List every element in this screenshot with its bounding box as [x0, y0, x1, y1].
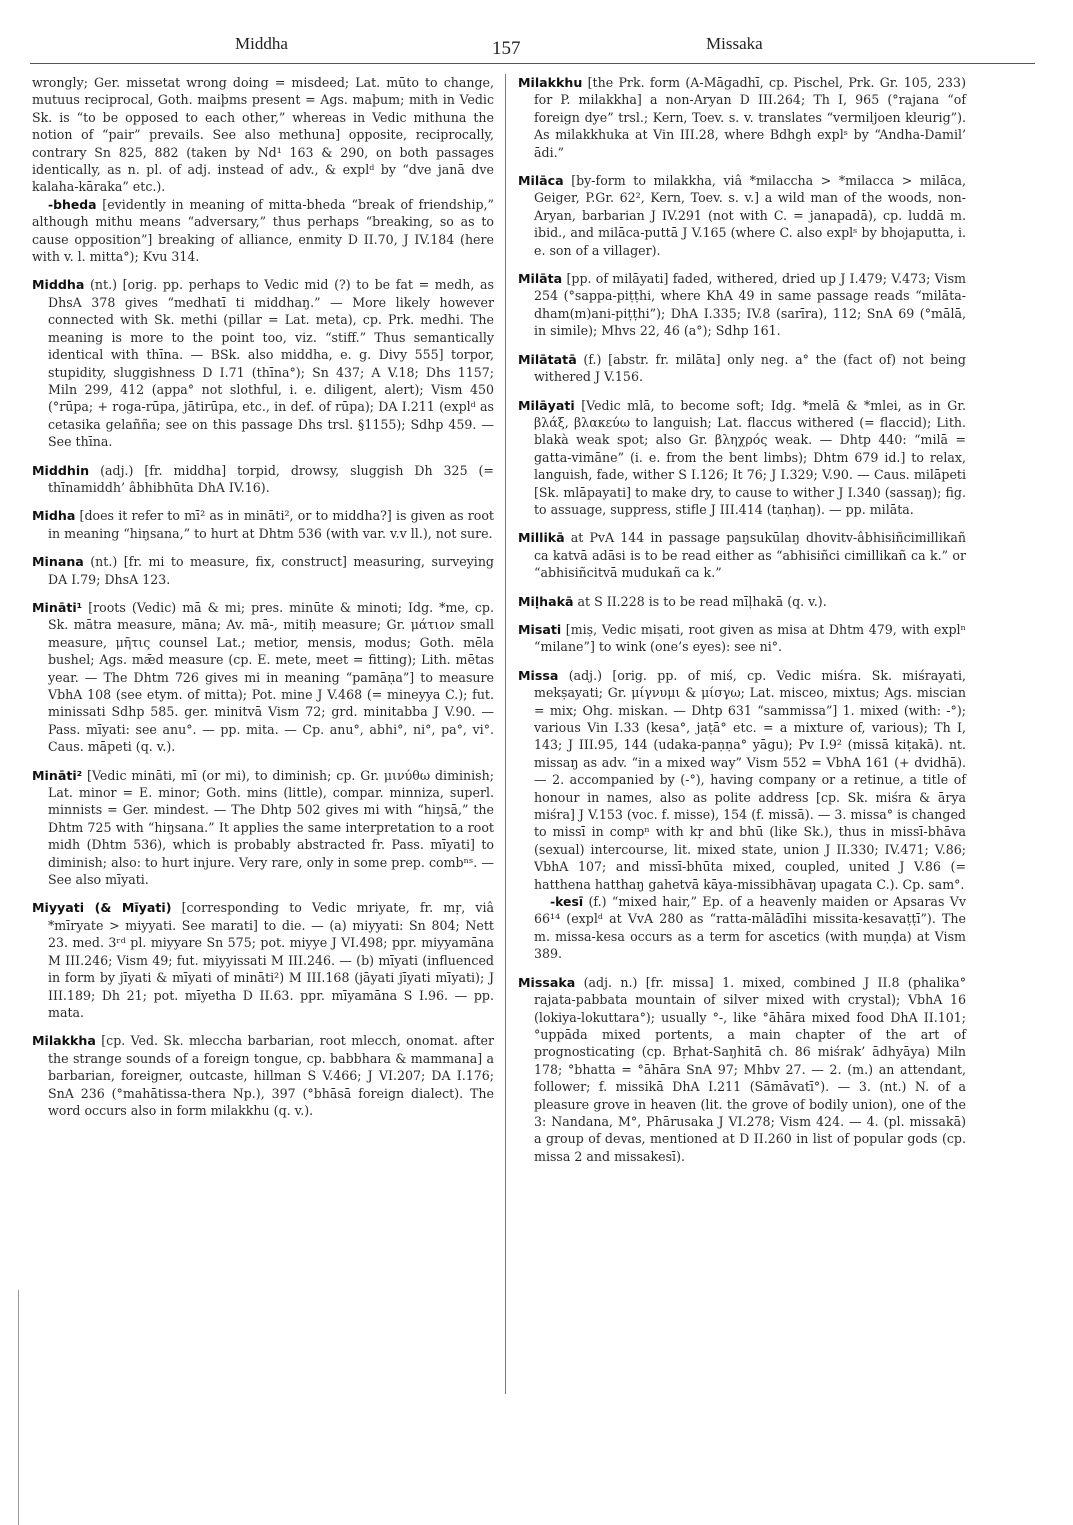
dictionary-entry — [32, 74, 494, 265]
entry-headword: Millikā — [518, 530, 565, 546]
dictionary-entry — [518, 74, 966, 161]
entry-headword: Milātatā — [518, 351, 577, 367]
entry-definition: [miṣ, Vedic miṣati, root given as misa at Dhtm 479, with explⁿ “milane”] to wink (one’s eyes): see ni°. — [534, 621, 966, 655]
entry-definition: at PvA 144 in passage paŋsukūlaŋ dhovitv-âbhisiñcimillikañ ca katvā adāsi is to be read either as “abhisiñci cimillikañ ca k.” or “abhisiñcitvā mudukañ ca k.” — [534, 530, 966, 581]
entry-headword: Milakkha — [32, 1033, 96, 1049]
entry-headword: Mināti¹ — [32, 599, 83, 615]
scan-edge-line — [18, 1290, 19, 1525]
sub-entry-headword: -bheda — [48, 196, 97, 212]
dictionary-entry — [32, 899, 494, 1021]
entry-definition: [cp. Ved. Sk. mleccha barbarian, root mlecch, onomat. after the strange sounds of a foreign tongue, cp. babbhara & mammana] a barbarian, foreigner, outcaste, hillman S V.466; J VI.207; DA I.176; SnA 236 (°mahātissa-thera Np.), 397 (°bhāsā foreign dialect). The word occurs also in form milakkhu (q. v.). — [48, 1033, 494, 1118]
dictionary-entry — [518, 529, 966, 581]
entry-headword: Milāyati — [518, 397, 575, 413]
sub-entry-definition: (f.) “mixed hair,” Ep. of a heavenly maiden or Apsaras Vv 66¹⁴ (explᵈ at VvA 280 as “ratta-mālādīhi missita-kesavaṭṭī”). The m. missa-kesa occurs as a term for ascetics (with muṇḍa) at Vism 389. — [534, 894, 966, 962]
entry-headword: Minana — [32, 554, 84, 570]
entry-definition: at S II.228 is to be read mīḷhakā (q. v.). — [577, 593, 827, 609]
dictionary-entry — [518, 351, 966, 386]
column-divider — [505, 74, 506, 1394]
entry-definition: (f.) [abstr. fr. milāta] only neg. a° the (fact of) not being withered J V.156. — [534, 351, 966, 385]
page-number: 157 — [492, 38, 521, 59]
sub-entry — [534, 893, 966, 963]
entry-headword: Midha — [32, 508, 76, 524]
page-header — [30, 28, 1030, 64]
entry-headword: Milāca — [518, 173, 564, 189]
dictionary-entry — [32, 1032, 494, 1119]
entry-definition: (nt.) [orig. pp. perhaps to Vedic mid (?) to be fat = medh, as DhsA 378 gives “medhatī ti middhaŋ.” — More likely however connected with Sk. methi (pillar = Lat. meta), cp. Prk. medhi. The meaning is more to the point too, viz. “stiff.” Thus semantically identical with thīna. — BSk. also middha, e. g. Divy 555] torpor, stupidity, sluggishness D I.71 (thīna°); Sn 437; A V.18; Dhs 1157; Miln 299, 412 (appa° not slothful, i. e. diligent, alert); Vism 450 (°rūpa; + roga-rūpa, jātirūpa, etc., in def. of rūpa); DA I.211 (explᵈ as cetasika gelañña; see on this passage Dhs trsl. §1155); Sdhp 459. — See thīna. — [48, 277, 494, 450]
entry-definition: [corresponding to Vedic mriyate, fr. mṛ, viâ *mīryate > miyyati. See marati] to die. — (a) miyyati: Sn 804; Nett 23. med. 3ʳᵈ pl. miyyare Sn 575; pot. miyye J VI.498; ppr. miyyamāna M III.246; Vism 49; fut. miyyissati M III.246. — (b) mīyati (influenced in form by jīyati & mīyati of mināti²) M III.168 (jāyati jīyati mīyati); J III.189; Dh 21; pot. mīyetha D II.63. ppr. mīyamāna S I.96. — pp. mata. — [48, 900, 494, 1020]
entry-definition: [Vedic mināti, mī (or mi), to diminish; cp. Gr. μινύθω diminish; Lat. minor = E. minor; Goth. mins (little), compar. minniza, superl. minnists = Ger. mindest. — The Dhtp 502 gives mi with “hiŋsā,” the Dhtm 725 with “hiŋsana.” It applies the same interpretation to a root midh (Dhtm 536), which is probably abstracted fr. Pass. mīyati] to diminish; also: to hurt injure. Very rare, only in some prep. combⁿˢ. — See also mīyati. — [48, 767, 494, 888]
entry-headword: Missaka — [518, 974, 576, 990]
dictionary-entry — [32, 462, 494, 497]
entry-headword: Miyyati (& Mīyati) — [32, 900, 172, 916]
sub-entry — [32, 196, 494, 266]
entry-headword: Missa — [518, 667, 559, 683]
sub-entry-definition: [evidently in meaning of mitta-bheda “break of friendship,” although mithu means “adversary,” thus perhaps “breaking, so as to cause opposition”] breaking of alliance, enmity D II.70, J IV.184 (here with v. l. mitta°); Kvu 314. — [32, 196, 494, 265]
entry-definition: (nt.) [fr. mi to measure, fix, construct] measuring, surveying DA I.79; DhsA 123. — [48, 554, 494, 587]
entry-headword: Mināti² — [32, 767, 83, 783]
left-guide-word: Middha — [235, 34, 288, 53]
entry-definition: [pp. of milāyati] faded, withered, dried up J I.479; V.473; Vism 254 (°sappa-piṭṭhi, where KhA 49 in same passage reads “milāta-dham(m)ani-piṭṭhi”); DhA I.335; IV.8 (sarīra), 112; SnA 69 (°mālā, in simile); Mhvs 22, 46 (a°); Sdhp 161. — [534, 271, 966, 339]
dictionary-entry — [32, 507, 494, 542]
dictionary-entry — [518, 270, 966, 340]
dictionary-entry — [32, 767, 494, 889]
entry-definition: [the Prk. form (A-Māgadhī, cp. Pischel, Prk. Gr. 105, 233) for P. milakkha] a non-Aryan D III.264; Th I, 965 (°rajana “of foreign dye” trsl.; Kern, Toev. s. v. translates “vermiljoen kleurig”). As milakkhuka at Vin III.28, where Bdhgh explˢ by “Andha-Damil’ ādi.” — [534, 75, 966, 160]
entry-headword: Milāta — [518, 271, 563, 287]
entry-definition: (adj. n.) [fr. missa] 1. mixed, combined J II.8 (phalika° rajata-pabbata mountain of silver mixed with crystal); VbhA 16 (lokiya-lokuttara°); usually °-, like °āhāra mixed food DhA II.101; °uppāda mixed portents, a main chapter of the art of prognosticating (cp. Bṛhat-Saŋhitā ch. 86 miśrak’ ādhyāya) Miln 178; °bhatta = °āhāra SnA 97; Mhbv 27. — 2. (m.) an attendant, follower; f. missikā DhA I.211 (Sāmāvatī°). — 3. (nt.) N. of a pleasure grove in heaven (lit. the grove of bodily union), one of the 3: Nandana, M°, Phārusaka J VI.278; Vism 424. — 4. (pl. missakā) a group of devas, mentioned at D II.260 in list of popular gods (cp. missa 2 and missakesī). — [534, 974, 966, 1164]
header-rule — [30, 63, 1035, 64]
dictionary-entry — [32, 599, 494, 756]
entry-headword: Middha — [32, 277, 85, 293]
dictionary-entry — [518, 621, 966, 656]
dictionary-entry — [32, 276, 494, 450]
dictionary-entry — [518, 593, 966, 610]
right-guide-word: Missaka — [706, 34, 763, 53]
entry-headword: Milakkhu — [518, 75, 583, 90]
entry-definition: (adj.) [orig. pp. of miś, cp. Vedic miśra. Sk. miśrayati, mekṣayati; Gr. μίγνυμι & μίσγω; Lat. misceo, mixtus; Ags. miscian = mix; Ohg. miskan. — Dhtp 631 “sammissa”] 1. mixed (with: -°); various Vin I.33 (kesa°, jaṭā° etc. = a mixture of, various); Th I, 143; J III.95, 144 (udaka-paṇṇa° yāgu); Pv I.9² (missā kiṭakā). nt. missaŋ as adv. “in a mixed way” Vism 552 = VbhA 161 (+ dvidhā). — 2. accompanied by (-°), having company or a retinue, a title of honour in names, also as polite address [cp. Sk. miśra & ārya miśra] J V.153 (voc. f. misse), 154 (f. missā). — 3. missa° is changed to missī in compⁿ with kṛ and bhū (like Sk.), thus in missī-bhāva (sexual) intercourse, lit. mixed state, union J II.330; IV.471; V.86; VbhA 107; and missī-bhūta mixed, coupled, united J V.86 (= hatthena hatthaŋ gahetvā kāya-missibhāvaŋ upagata C.). Cp. sam°. — [534, 667, 966, 892]
entry-definition: wrongly; Ger. missetat wrong doing = misdeed; Lat. mūto to change, mutuus reciprocal, Goth. maiþms present = Ags. maþum; mith in Vedic Sk. is “to be opposed to each other,” whereas in Vedic mithuna the notion of “pair” prevails. See also methuna] opposite, reciprocally, contrary Sn 825, 882 (taken by Nd¹ 163 & 290, on both passages identically, as n. pl. of adj. instead of adv., & explᵈ by “dve janā dve kalaha-kāraka” etc.). — [32, 75, 494, 195]
dictionary-entry — [32, 553, 494, 588]
entry-headword: Miḷhakā — [518, 593, 574, 609]
entry-definition: [Vedic mlā, to become soft; Idg. *melā & *mlei, as in Gr. βλάξ, βλακεύω to languish; Lat. flaccus withered (= flaccid); Lith. blakà weak spot; also Gr. βληχρός weak. — Dhtp 440: “milā = gatta-vimāne” (i. e. from the bent limbs); Dhtm 679 id.] to relax, languish, fade, wither S I.126; It 76; J I.329; V.90. — Caus. milāpeti [Sk. mlāpayati] to make dry, to cause to wither J I.340 (sassaŋ); fig. to assuage, suppress, stifle J III.414 (taṇhaŋ). — pp. milāta. — [534, 397, 966, 517]
entry-headword: Misati — [518, 621, 562, 637]
dictionary-entry — [518, 667, 966, 963]
left-column — [32, 74, 494, 1130]
right-column — [518, 74, 966, 1176]
entry-headword: Middhin — [32, 462, 90, 478]
entry-definition: [does it refer to mī² as in mināti², or to middha?] is given as root in meaning “hiŋsana,” to hurt at Dhtm 536 (with var. v.v ll.), not sure. — [48, 508, 494, 541]
entry-definition: [roots (Vedic) mā & mi; pres. minūte & minoti; Idg. *me, cp. Sk. mātra measure, māna; Av. mā-, mitiḥ measure; Gr. μάτιον small measure, μῆτις counsel Lat.; metior, mensis, modus; Goth. mēla bushel; Ags. mǣd measure (cp. E. mete, meet = fitting); Lith. mētas year. — The Dhtm 726 gives mi in meaning “pamāṇa”] to measure VbhA 108 (see etym. of mitta); Pot. mine J V.468 (= mineyya C.); fut. minissati Sdhp 585. ger. minitvā Vism 72; grd. minitabba J V.90. — Pass. mīyati: see anu°. — pp. mita. — Cp. anu°, abhi°, ni°, pa°, vi°. Caus. māpeti (q. v.). — [48, 599, 494, 755]
entry-definition: [by-form to milakkha, viâ *milaccha > *milacca > milāca, Geiger, P.Gr. 62², Kern, Toev. s. v.] a wild man of the woods, non-Aryan, barbarian J IV.291 (not with C. = janapadā), cp. luddā m. ibid., and milāca-puttā J V.165 (where C. also explˢ by bhojaputta, i. e. son of a villager). — [534, 173, 966, 258]
dictionary-entry — [518, 974, 966, 1165]
dictionary-entry — [518, 397, 966, 519]
dictionary-entry — [518, 172, 966, 259]
sub-entry-headword: -kesī — [550, 894, 584, 910]
entry-definition: (adj.) [fr. middha] torpid, drowsy, sluggish Dh 325 (= thīnamiddh’ âbhibhūta DhA IV.16). — [48, 462, 494, 495]
